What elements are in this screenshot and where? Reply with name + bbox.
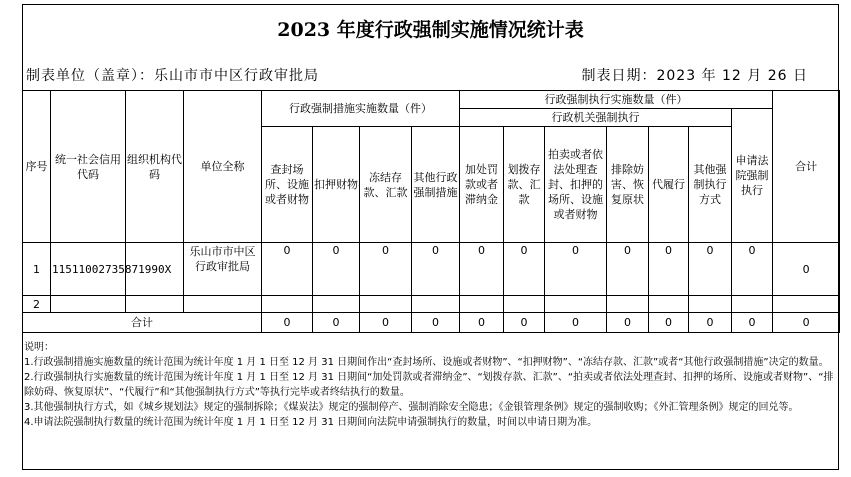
col-credit-code: 统一社会信用代码 [51,91,126,243]
col-group-agency-exec: 行政机关强制执行 [460,109,732,127]
total-value: 0 [412,313,460,333]
issue-date: 制表日期：2023 年 12 月 26 日 [581,68,808,84]
row-value: 0 [360,243,412,296]
total-value: 0 [504,313,545,333]
row-total-value [773,296,840,313]
row-value: 0 [732,243,773,296]
col-total: 合计 [773,91,840,243]
row-value: 0 [412,243,460,296]
row-value [732,296,773,313]
row-credit-code: 11511002735871990X [51,243,126,296]
row-unit-name [184,296,262,313]
row-value [649,296,689,313]
row-seq: 2 [23,296,51,313]
total-value: 0 [649,313,689,333]
total-value: 0 [460,313,504,333]
issuing-unit: 制表单位（盖章）：乐山市市中区行政审批局 [26,68,319,84]
col-fine-surcharge: 加处罚款或者滞纳金 [460,127,504,243]
col-seal-property: 查封场所、设施或者财物 [262,127,313,243]
row-unit-name: 乐山市市中区行政审批局 [184,243,262,296]
row-value [313,296,360,313]
row-org-code [126,296,184,313]
total-value: 0 [773,313,840,333]
note-item: 2.行政强制执行实施数量的统计范围为统计年度 1 月 1 日至 12 月 31 日期间“加处罚款或者滞纳金”、“划拨存款、汇款”、“拍卖或者依法处理查封、扣押的场所、设施或者财物”、“排除妨碍、恢复原状”、“代履行”和“其他强制执行方式”等执行完毕或者终结执行的数量。 [24,372,834,398]
row-value: 0 [649,243,689,296]
statistics-sheet [22,4,839,470]
col-auction-disposal: 拍卖或者依法处理查封、扣押的场所、设施或者财物 [545,127,607,243]
notes-section [24,340,834,430]
col-remove-obstruction: 排除妨害、恢复原状 [607,127,649,243]
col-group-execution: 行政强制执行实施数量（件） [460,91,773,109]
col-other-measures: 其他行政强制措施 [412,127,460,243]
col-transfer-deposits: 划拨存款、汇款 [504,127,545,243]
row-total-value: 0 [773,243,840,296]
row-value: 0 [689,243,732,296]
note-item: 3.其他强制执行方式，如《城乡规划法》规定的强制拆除；《煤炭法》规定的强制停产、强制消除安全隐患；《金银管理条例》规定的强制收购；《外汇管理条例》规定的回兑等。 [24,402,799,413]
notes-heading: 说明： [24,342,54,353]
col-org-code: 组织机构代码 [126,91,184,243]
row-value [262,296,313,313]
total-value: 0 [313,313,360,333]
page-title: 2023 年度行政强制实施情况统计表 [277,19,584,41]
row-value [460,296,504,313]
row-value [360,296,412,313]
row-value: 0 [607,243,649,296]
row-value [412,296,460,313]
col-group-measures: 行政强制措施实施数量（件） [262,91,460,127]
total-value: 0 [607,313,649,333]
row-value: 0 [313,243,360,296]
col-freeze-deposits: 冻结存款、汇款 [360,127,412,243]
row-value [545,296,607,313]
total-value: 0 [689,313,732,333]
table-row [23,243,840,296]
total-value: 0 [732,313,773,333]
statistics-table [22,90,840,333]
note-item: 1.行政强制措施实施数量的统计范围为统计年度 1 月 1 日至 12 月 31 日期间作出“查封场所、设施或者财物”、“扣押财物”、“冻结存款、汇款”或者“其他行政强制措施”决定的数量。 [24,357,829,368]
col-court-exec: 申请法院强制执行 [732,109,773,243]
row-value: 0 [262,243,313,296]
col-other-exec: 其他强制执行方式 [689,127,732,243]
header-row-1 [23,91,840,109]
col-unit-name: 单位全称 [184,91,262,243]
row-value [689,296,732,313]
col-seq: 序号 [23,91,51,243]
row-value: 0 [460,243,504,296]
row-seq: 1 [23,243,51,296]
total-label: 合计 [23,313,262,333]
note-item: 4.申请法院强制执行数量的统计范围为统计年度 1 月 1 日至 12 月 31 日期间向法院申请强制执行的数量，时间以申请日期为准。 [24,417,598,428]
total-row [23,313,840,333]
row-credit-code [51,296,126,313]
total-value: 0 [360,313,412,333]
table-row [23,296,840,313]
row-value: 0 [504,243,545,296]
col-seize-property: 扣押财物 [313,127,360,243]
total-value: 0 [262,313,313,333]
row-value [504,296,545,313]
col-substitute-performance: 代履行 [649,127,689,243]
total-value: 0 [545,313,607,333]
row-value [607,296,649,313]
row-value: 0 [545,243,607,296]
